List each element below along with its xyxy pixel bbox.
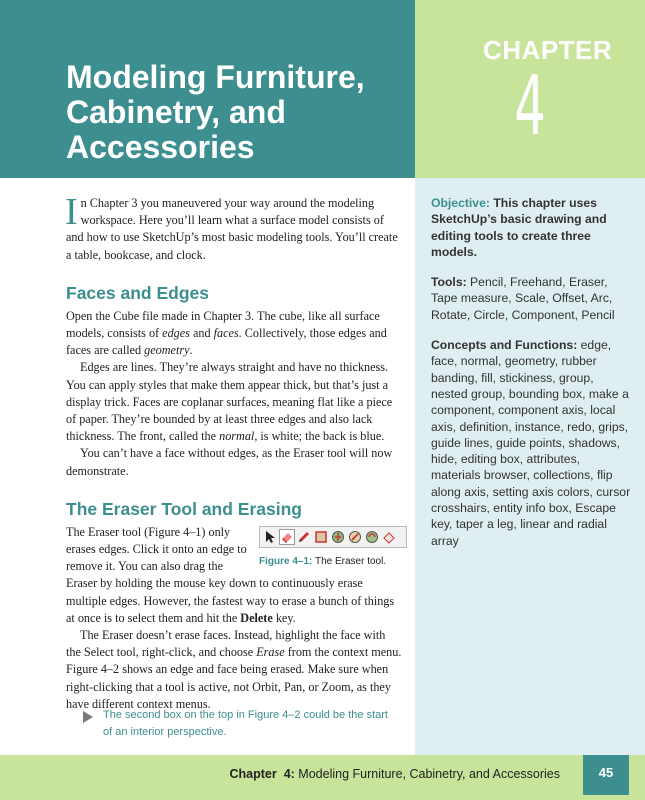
- term-geometry: geometry: [144, 343, 190, 358]
- figure-4-1: [259, 526, 409, 569]
- footer-chapter-label: Chapter: [229, 767, 277, 781]
- term-normal: normal: [219, 429, 255, 444]
- text-run: .: [189, 343, 193, 358]
- faces-heading: Faces and Edges: [66, 282, 209, 303]
- push-pull-icon: [331, 530, 345, 544]
- eraser-paragraph-2: [66, 627, 402, 713]
- pencil-icon: [297, 530, 311, 544]
- delete-key: Delete: [240, 610, 273, 625]
- objective-text: This chapter uses SketchUp’s basic drawing and editing tools to create three models.: [431, 196, 607, 259]
- term-edges: edges: [162, 326, 190, 341]
- select-arrow-icon: [263, 530, 277, 544]
- faces-paragraph-1: [66, 308, 402, 360]
- eraser-paragraph-1: [66, 524, 402, 627]
- text-run: . Collectively, those edges and faces are called: [66, 326, 387, 358]
- text-run: key.: [272, 610, 296, 625]
- footer-chapter-ref: 4:: [283, 767, 295, 781]
- concepts-label: Concepts and Functions:: [431, 338, 578, 353]
- figure-caption-text: The Eraser tool.: [314, 555, 387, 567]
- objective-block: [431, 195, 631, 260]
- note: [86, 707, 396, 741]
- footer-running-title: [0, 767, 560, 781]
- intro-text: n Chapter 3 you maneuvered your way around the modeling workspace. Here you’ll learn what a surface model consists of and how to use SketchUp’s most basic modeling tools. You’ll create a table, bookcase, and clock.: [66, 196, 398, 262]
- intro-paragraph: [65, 191, 402, 264]
- main-text: [65, 191, 402, 713]
- text-run: , is white; the back is blue.: [254, 429, 385, 444]
- concepts-text: edge, face, normal, geometry, rubber banding, fill, stickiness, group, nested group, bounding box, make a component, component axis, local axis, definition, instance, redo, grips, guide lines, guide points, shadows, hide, editing box, attributes, materials browser, collections, flip along axis, setting axis colors, cursor crosshairs, entity info box, Escape key, taper a leg, linear and radial array: [431, 338, 631, 548]
- chapter-title-line-3: Accessories: [66, 129, 255, 165]
- text-run: The Eraser tool (Figure 4–1) only erases edges. Click it onto an edge to remove it. You can also drag the Eraser by holding the mouse key down to continuously erase multiple edges. However, the fastest way to erase a bunch of things at once is to select them and hit the: [66, 524, 395, 625]
- move-icon: [348, 530, 362, 544]
- rotate-icon: [365, 530, 379, 544]
- paint-icon: [382, 530, 396, 544]
- chapter-title: [66, 60, 406, 165]
- note-text: The second box on the top in Figure 4–2 could be the start of an interior perspective.: [103, 709, 388, 738]
- page-number: 45: [598, 765, 614, 780]
- tools-label: Tools:: [431, 275, 467, 290]
- text-run: The Eraser doesn’t erase faces. Instead, highlight the face with the Select tool, right-click, and choose: [66, 628, 386, 660]
- text-run: from the context menu. Figure 4–2 shows an edge and face being erased. Make sure when right-clicking that a tool is active, not Orbit, Pan, or Zoom, as they have different context menus.: [66, 645, 402, 711]
- text-run: and: [189, 326, 214, 341]
- text-run: Open the Cube file made in Chapter 3. The cube, like all surface models, consists of: [66, 308, 380, 341]
- chapter-title-line-1: Modeling Furniture,: [66, 59, 365, 95]
- eraser-heading: The Eraser Tool and Erasing: [66, 498, 302, 519]
- drop-cap: I: [65, 191, 78, 233]
- chapter-title-line-2: Cabinetry, and: [66, 94, 286, 130]
- objective-label: Objective:: [431, 196, 490, 210]
- text-run: Edges are lines. They’re always straight and have no thickness. You can apply styles that make them appear thick, but that’s just a display trick. Faces are coplanar surfaces, meaning flat like a piece of paper. They’re bounded by at least three edges and also lack thickness. The front, called the: [66, 360, 393, 444]
- figure-label: Figure 4–1:: [259, 555, 313, 567]
- tools-block: [431, 274, 631, 323]
- faces-paragraph-3: You can’t have a face without edges, as the Eraser tool will now demonstrate.: [66, 446, 393, 478]
- sidebar: [431, 195, 631, 563]
- note-arrow-icon: [83, 711, 93, 723]
- chapter-word: CHAPTER: [483, 35, 613, 65]
- tools-text: Pencil, Freehand, Eraser, Tape measure, Scale, Offset, Arc, Rotate, Circle, Component, Pencil: [431, 275, 615, 322]
- faces-paragraph-2: [66, 359, 402, 445]
- chapter-number: 4: [514, 59, 546, 154]
- eraser-toolbar: [259, 526, 407, 548]
- concepts-block: [431, 337, 631, 549]
- footer-chapter-title: Modeling Furniture, Cabinetry, and Accessories: [298, 767, 560, 781]
- term-faces: faces: [213, 326, 239, 341]
- rectangle-icon: [314, 530, 328, 544]
- eraser-icon: [280, 530, 294, 544]
- term-erase: Erase: [256, 645, 285, 660]
- figure-caption: [259, 555, 409, 569]
